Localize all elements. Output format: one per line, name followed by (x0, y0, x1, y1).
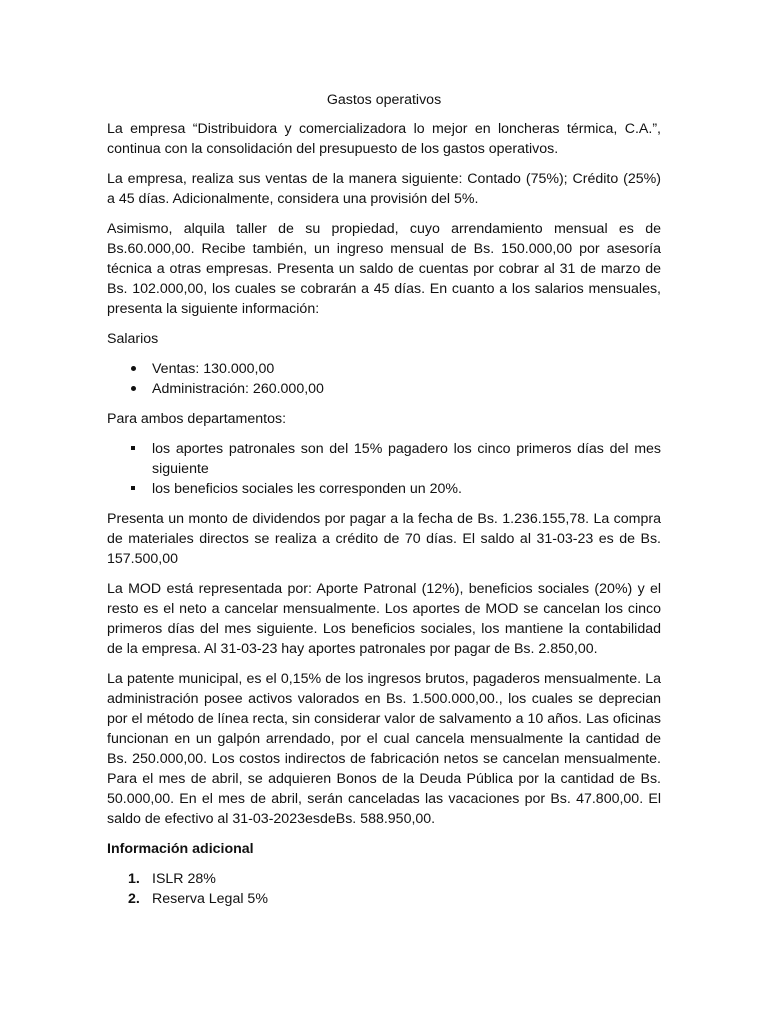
paragraph-mod: La MOD está representada por: Aporte Patronal (12%), beneficios sociales (20%) y el resto es el neto a cancelar mensualmente. Los aportes de MOD se cancelan los cinco primeros días del mes siguiente. Los beneficios sociales, los mantiene la contabilidad de la empresa. Al 31-03-23 hay aportes patronales por pagar de Bs. 2.850,00. (107, 581, 661, 657)
list-item (128, 889, 661, 909)
list-item: Ventas: 130.000,00 (152, 359, 661, 379)
info-list (107, 869, 661, 909)
paragraph-ventas: La empresa, realiza sus ventas de la manera siguiente: Contado (75%); Crédito (25%) a 45 días. Adicionalmente, considera una provisión del 5%. (107, 171, 661, 207)
list-item-text: Reserva Legal 5% (152, 891, 268, 907)
list-item (128, 869, 661, 889)
document-title: Gastos operativos (326, 92, 442, 108)
departamentos-label: Para ambos departamentos: (107, 411, 287, 427)
paragraph-intro: La empresa “Distribuidora y comercializadora lo mejor en loncheras térmica, C.A.”, continua con la consolidación del presupuesto de los gastos operativos. (107, 121, 661, 157)
paragraph-patente: La patente municipal, es el 0,15% de los ingresos brutos, pagaderos mensualmente. La administración posee activos valorados en Bs. 1.500.000,00., los cuales se deprecian por el método de línea recta, sin considerar valor de salvamento a 10 años. Las oficinas funcionan en un galpón arrendado, por el cual cancela mensualmente la cantidad de Bs. 250.000,00. Los costos indirectos de fabricación netos se cancelan mensualmente. Para el mes de abril, se adquieren Bonos de la Deuda Pública por la cantidad de Bs. 50.000,00. En el mes de abril, serán canceladas las vacaciones por Bs. 47.800,00. El saldo de efectivo al 31-03-2023esdeBs. 588.950,00. (107, 671, 661, 827)
paragraph-dividendos: Presenta un monto de dividendos por pagar a la fecha de Bs. 1.236.155,78. La compra de materiales directos se realiza a crédito de 70 días. El saldo al 31-03-23 es de Bs. 157.500,00 (107, 511, 661, 567)
paragraph-alquiler: Asimismo, alquila taller de su propiedad, cuyo arrendamiento mensual es de Bs.60.000,00. Recibe también, un ingreso mensual de Bs. 150.000,00 por asesoría técnica a otras empresas. Presenta un saldo de cuentas por cobrar al 31 de marzo de Bs. 102.000,00, los cuales se cobrarán a 45 días. En cuanto a los salarios mensuales, presenta la siguiente información: (107, 221, 661, 317)
list-item: los aportes patronales son del 15% pagadero los cinco primeros días del mes siguiente (152, 441, 661, 477)
salarios-label: Salarios (107, 331, 159, 347)
list-item-text: ISLR 28% (152, 871, 216, 887)
list-number: 1. (128, 871, 140, 887)
section-heading-info: Información adicional (107, 841, 254, 857)
departamentos-list (107, 439, 661, 499)
list-number: 2. (128, 891, 140, 907)
list-item: Administración: 260.000,00 (152, 379, 661, 399)
list-item: los beneficios sociales les corresponden un 20%. (152, 479, 661, 499)
salarios-list (107, 359, 661, 399)
